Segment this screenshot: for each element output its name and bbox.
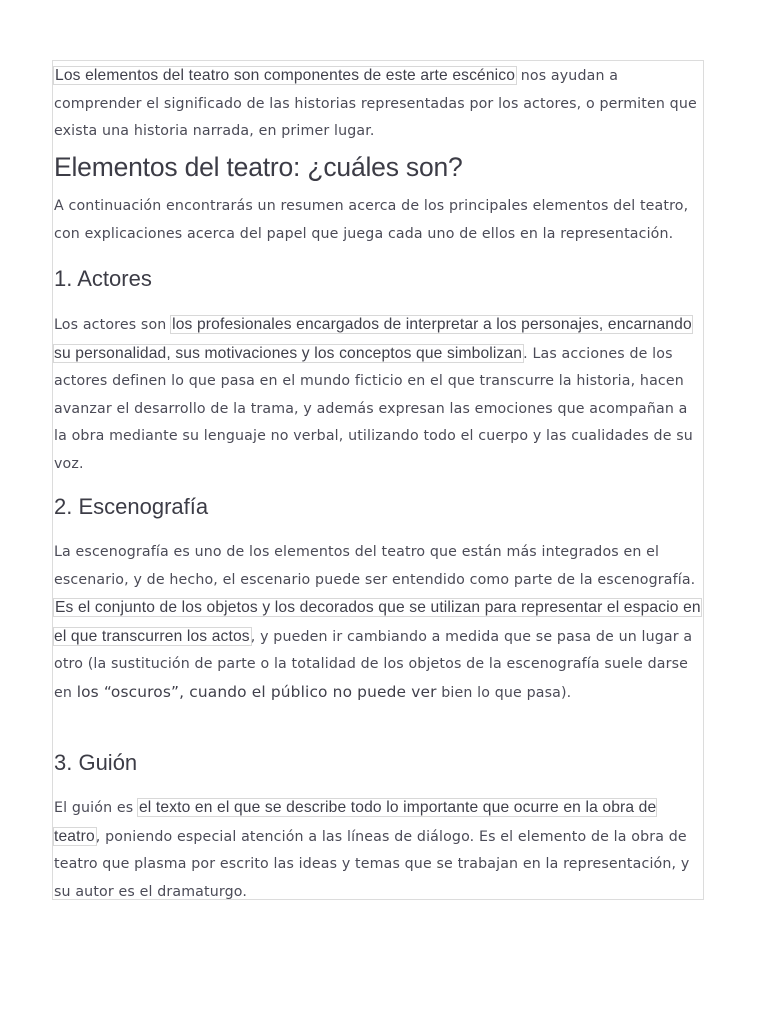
- escenografia-text-middle: , y pueden ir cambiando a medida que se pasa de un lugar a otro (la sustitución de parte o la totalidad de los objetos de la escenografía suele darse en: [54, 628, 693, 701]
- guion-paragraph: [54, 794, 704, 906]
- escenografia-text-alt: los “oscuros”, cuando el público no puede ver: [76, 682, 437, 701]
- section-heading-guion: 3. Guión: [54, 750, 138, 775]
- actores-text-after: . Las acciones de los actores definen lo que pasa en el mundo ficticio en el que transcurre la historia, hacen avanzar el desarrollo de la trama, y además expresan las emociones que acompañan a la obra mediante su lenguaje no verbal, utilizando todo el cuerpo y las cualidades de su voz.: [54, 345, 693, 472]
- actores-paragraph: [54, 311, 704, 478]
- escenografia-text-before: La escenografía es uno de los elementos del teatro que están más integrados en el escenario, y de hecho, el escenario puede ser entendido como parte de la escenografía.: [54, 544, 696, 588]
- section-heading-actores: 1. Actores: [54, 266, 152, 291]
- page-title: Elementos del teatro: ¿cuáles son?: [54, 152, 463, 182]
- escenografia-text-after: bien lo que pasa).: [436, 684, 572, 701]
- guion-text-before: El guión es: [54, 800, 138, 816]
- summary-paragraph: A continuación encontrarás un resumen acerca de los principales elementos del teatro, con explicaciones acerca del papel que juega cada uno de ellos en la representación.: [54, 198, 689, 242]
- intro-paragraph: [54, 62, 704, 146]
- guion-text-after: , poniendo especial atención a las líneas de diálogo. Es el elemento de la obra de teatro que plasma por escrito las ideas y temas que se trabajan en la representación, y su autor es el dramaturgo.: [54, 828, 690, 900]
- intro-highlight: Los elementos del teatro son componentes de este arte escénico: [55, 67, 516, 84]
- section-heading-escenografia: 2. Escenografía: [54, 494, 209, 519]
- escenografia-paragraph: [54, 539, 704, 707]
- guion-highlight: el texto en el que se describe todo lo importante que ocurre en la obra de teatro: [54, 799, 657, 845]
- actores-highlight: los profesionales encargados de interpretar a los personajes, encarnando su personalidad, sus motivaciones y los conceptos que simbolizan: [54, 316, 692, 362]
- page-frame: [52, 60, 704, 900]
- escenografia-highlight: Es el conjunto de los objetos y los decorados que se utilizan para representar el espacio en el que transcurren los actos: [54, 599, 701, 645]
- intro-text: nos ayudan a comprender el significado de las historias representadas por los actores, o permiten que exista una historia narrada, en primer lugar.: [54, 68, 697, 139]
- actores-text-before: Los actores son: [54, 317, 172, 333]
